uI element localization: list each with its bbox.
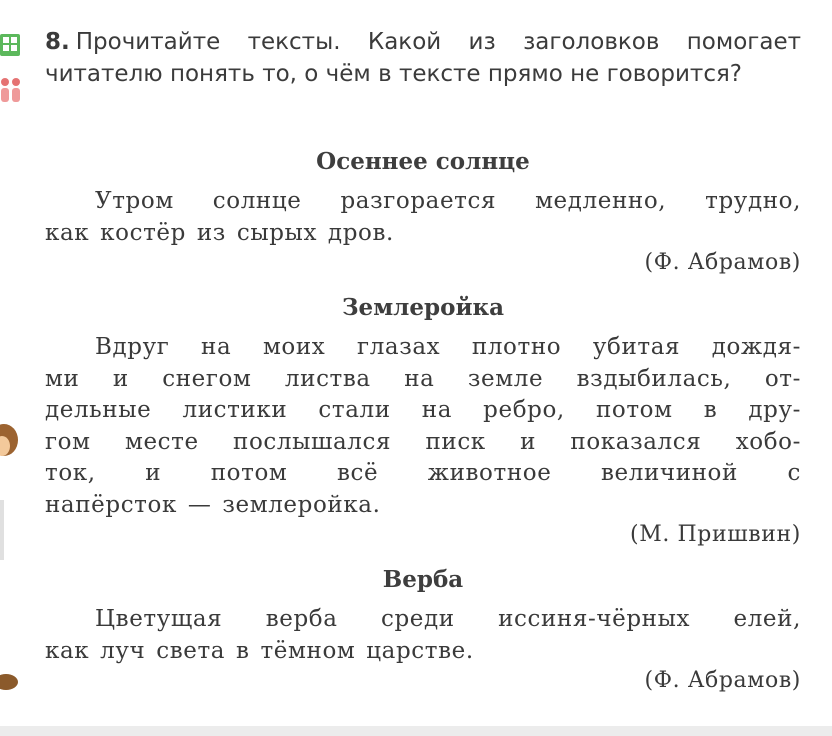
text-body	[45, 604, 801, 667]
task-number: 8.	[45, 29, 70, 55]
text-author: (М. Пришвин)	[630, 522, 801, 547]
character-illustration	[0, 420, 18, 700]
text-line: Цветущая верба среди иссиня-чёрных елей,	[95, 606, 801, 632]
text-title: Верба	[382, 566, 464, 593]
text-body	[45, 332, 801, 521]
grid-task-icon	[0, 32, 22, 60]
text-line: Утром солнце разгорается медленно, трудно,	[95, 188, 801, 214]
text-line: Вдруг на моих глазах плотно убитая дождя-	[95, 334, 801, 360]
text-title: Землеройка	[341, 294, 505, 321]
text-line: ток, и потом всё животное величиной с	[45, 460, 801, 486]
text-title: Осеннее солнце	[316, 148, 530, 175]
pair-work-icon	[0, 76, 22, 106]
text-line: гом месте послышался писк и показался хобо-	[45, 428, 801, 455]
bottom-strip	[0, 726, 832, 736]
text-line: напёрсток — землеройка.	[45, 491, 381, 518]
text-author: (Ф. Абрамов)	[644, 668, 801, 693]
task-question	[45, 26, 801, 90]
text-line: ми и снегом листва на земле вздыбилась, от-	[45, 365, 801, 392]
text-line: как костёр из сырых дров.	[45, 219, 394, 246]
task-text: Прочитайте тексты. Какой из заголовков помогает читателю понять то, о чём в тексте прямо не говорится?	[45, 29, 801, 87]
text-line: как луч света в тёмном царстве.	[45, 637, 474, 664]
text-line: дельные листики стали на ребро, потом в дру-	[45, 397, 801, 423]
text-author: (Ф. Абрамов)	[644, 250, 801, 275]
text-body	[45, 186, 801, 249]
